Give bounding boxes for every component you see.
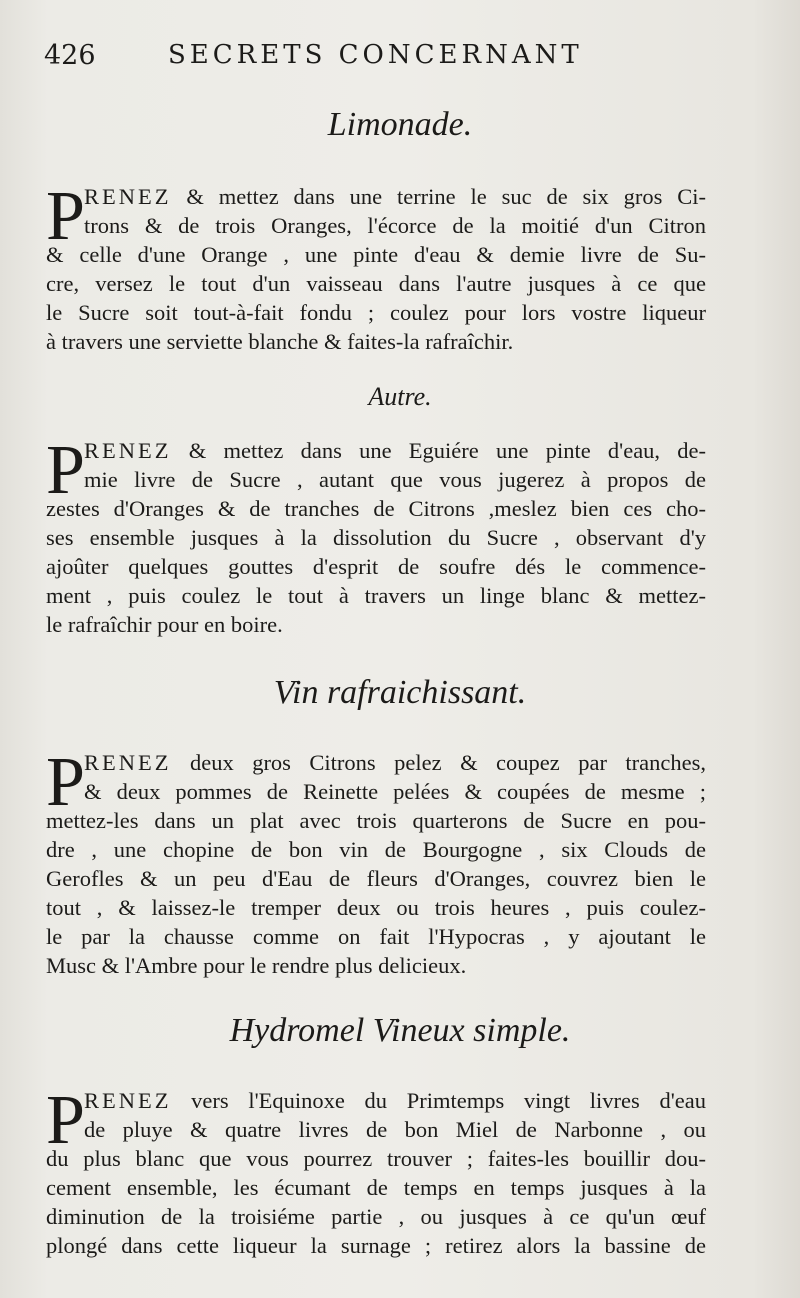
page-number: 426	[44, 40, 96, 71]
section-title-autre: Autre.	[368, 382, 432, 411]
text-line: à travers une serviette blanche & faites-la rafraîchir.	[46, 329, 514, 354]
lead-word: RENEZ	[84, 1088, 172, 1113]
text-line: Musc & l'Ambre pour le rendre plus delicieux.	[46, 953, 467, 978]
lead-word: RENEZ	[84, 184, 172, 209]
text-line: le Sucre soit tout-à-fait fondu ; coulez pour lors vostre liqueur	[46, 300, 706, 325]
text-line: cement ensemble, les écumant de temps en temps jusques à la	[46, 1175, 706, 1200]
text-line: RENEZ & mettez dans une Eguiére une pinte d'eau, de-	[84, 438, 707, 463]
text-line: ses ensemble jusques à la dissolution du Sucre , observant d'y	[46, 525, 706, 550]
text-line: ment , puis coulez le tout à travers un linge blanc & mettez-	[46, 583, 706, 608]
text-line: RENEZ & mettez dans une terrine le suc de six gros Ci-	[84, 184, 706, 209]
text-line: zestes d'Oranges & de tranches de Citrons ,meslez bien ces cho-	[46, 496, 706, 521]
text-line: le rafraîchir pour en boire.	[46, 612, 283, 637]
text-line: & celle d'une Orange , une pinte d'eau & demie livre de Su-	[46, 242, 706, 267]
running-title: SECRETS CONCERNANT	[168, 40, 583, 70]
text-line: diminution de la troisiéme partie , ou jusques à ce qu'un œuf	[46, 1204, 706, 1229]
text-line: tout , & laissez-le tremper deux ou trois heures , puis coulez-	[46, 895, 706, 920]
section-title-vin: Vin rafraichissant.	[273, 674, 527, 711]
text-line: RENEZ vers l'Equinoxe du Primtemps vingt livres d'eau	[84, 1088, 706, 1113]
text-line: mie livre de Sucre , autant que vous jugerez à propos de	[84, 467, 706, 492]
text-line: ajoûter quelques gouttes d'esprit de soufre dés le commence-	[46, 554, 706, 579]
text-line: du plus blanc que vous pourrez trouver ; faites-les bouillir dou-	[46, 1146, 706, 1171]
lead-word: RENEZ	[84, 438, 172, 463]
paragraph-hydromel	[46, 1082, 706, 1268]
text-line: RENEZ deux gros Citrons pelez & coupez par tranches,	[84, 750, 707, 775]
text-line: trons & de trois Oranges, l'écorce de la moitié d'un Citron	[84, 213, 706, 238]
text-line: le par la chausse comme on fait l'Hypocras , y ajoutant le	[46, 924, 706, 949]
text-line: mettez-les dans un plat avec trois quarterons de Sucre en pou-	[46, 808, 706, 833]
text-line: & deux pommes de Reinette pelées & coupées de mesme ;	[84, 779, 706, 804]
text-line: plongé dans cette liqueur la surnage ; retirez alors la bassine de	[46, 1233, 706, 1258]
text-line: dre , une chopine de bon vin de Bourgogne , six Clouds de	[46, 837, 706, 862]
text-line: de pluye & quatre livres de bon Miel de Narbonne , ou	[84, 1117, 706, 1142]
paragraph-autre	[46, 432, 707, 643]
paragraph-vin	[46, 744, 707, 990]
drop-cap: P	[46, 178, 85, 255]
text-line: cre, versez le tout d'un vaisseau dans l'autre jusques à ce que	[46, 271, 706, 296]
drop-cap: P	[46, 432, 85, 509]
section-title-hydromel: Hydromel Vineux simple.	[229, 1012, 571, 1049]
running-head	[44, 40, 690, 80]
lead-word: RENEZ	[84, 750, 172, 775]
paragraph-limonade	[46, 178, 706, 369]
drop-cap: P	[46, 1082, 85, 1159]
drop-cap: P	[46, 744, 85, 821]
text-line: Gerofles & un peu d'Eau de fleurs d'Oranges, couvrez bien le	[46, 866, 706, 891]
section-title-limonade: Limonade.	[327, 106, 473, 143]
